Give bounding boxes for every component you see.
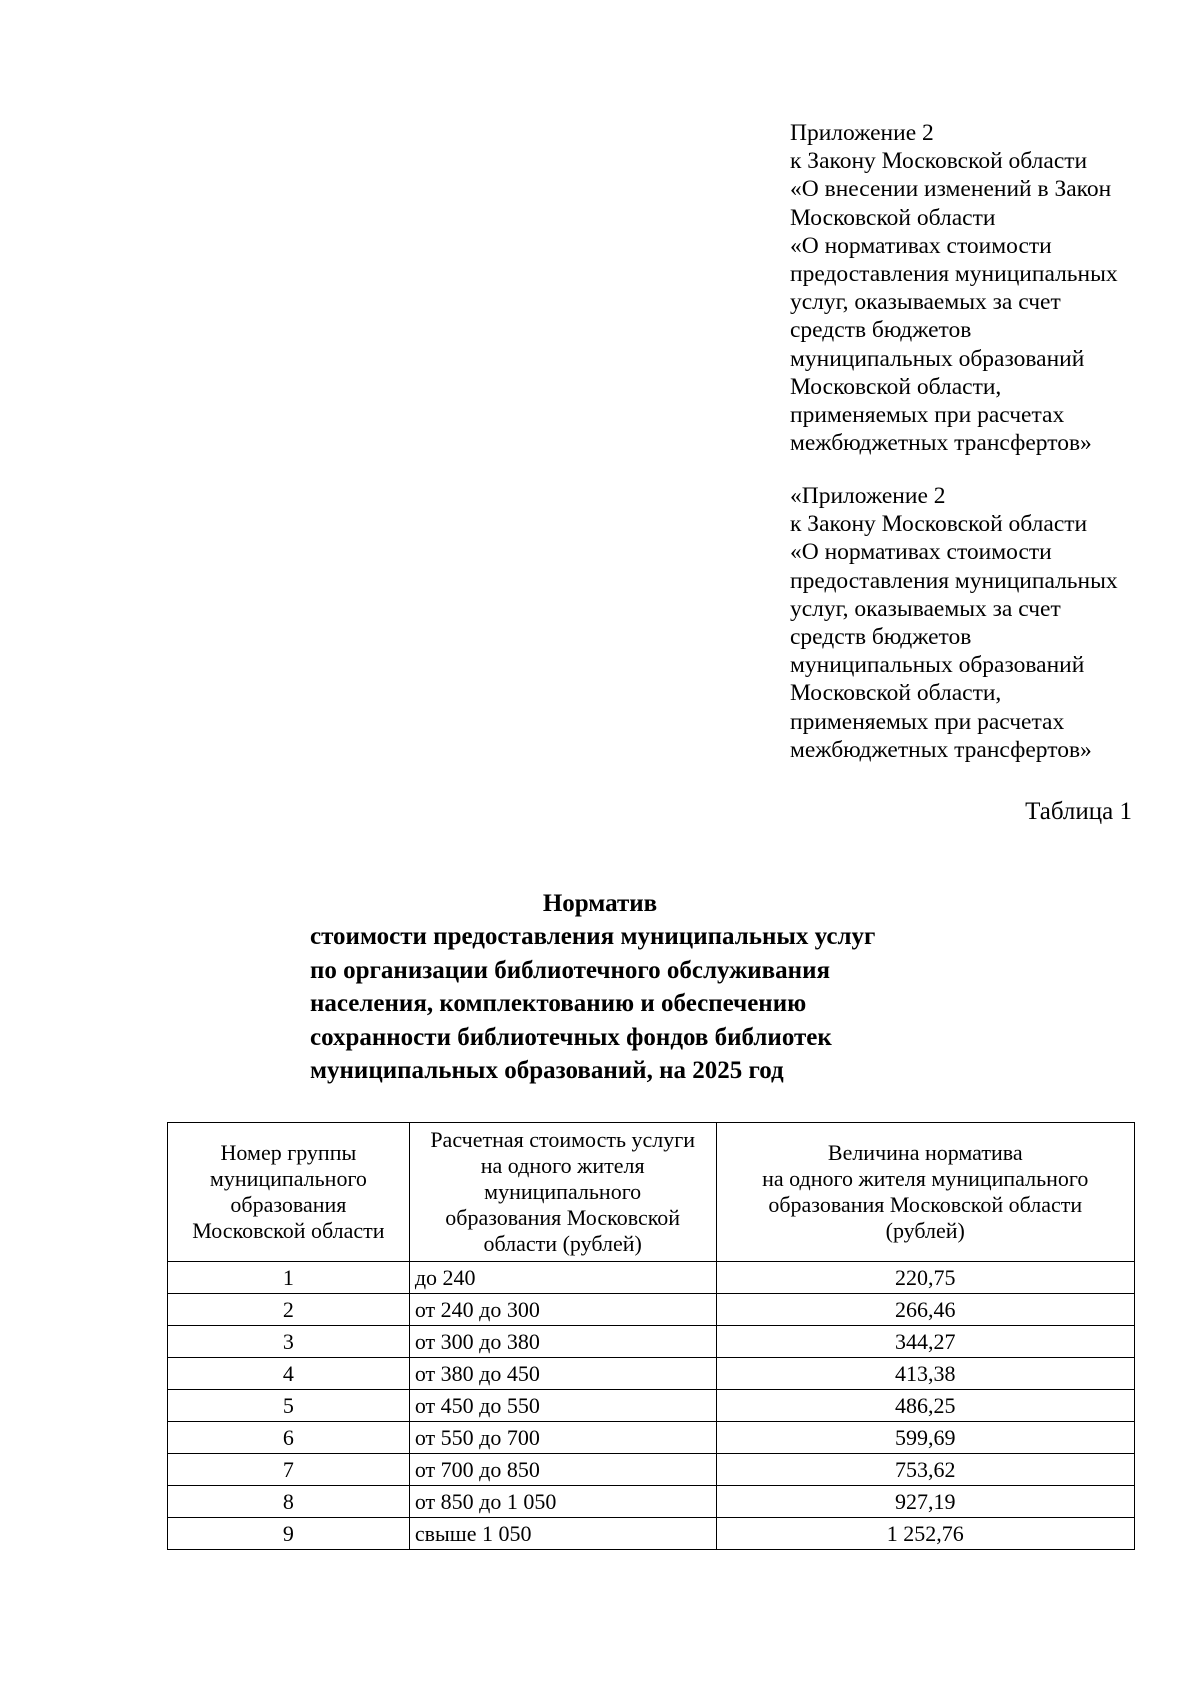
group-number-cell: 2 xyxy=(168,1294,410,1326)
appendix-line: «Приложение 2 xyxy=(790,483,946,509)
document-title: Норматив xyxy=(542,890,658,917)
norm-table xyxy=(167,1122,1135,1550)
subtitle-line: населения, комплектованию и обеспечению xyxy=(310,990,807,1017)
cost-range-cell: свыше 1 050 xyxy=(409,1518,716,1550)
cost-range-cell: до 240 xyxy=(409,1262,716,1294)
group-number-cell: 3 xyxy=(168,1326,410,1358)
norm-value-cell: 266,46 xyxy=(716,1294,1134,1326)
appendix-line: к Закону Московской области xyxy=(790,148,1088,175)
appendix-line: предоставления муниципальных xyxy=(790,261,1118,288)
appendix-line: «О нормативах стоимости xyxy=(790,232,1052,259)
group-number-cell: 5 xyxy=(168,1390,410,1422)
subtitle-line: муниципальных образований, на 2025 год xyxy=(310,1057,784,1084)
group-number-cell: 9 xyxy=(168,1518,410,1550)
appendix-line: услуг, оказываемых за счет xyxy=(790,595,1061,622)
cost-range-cell: от 450 до 550 xyxy=(409,1390,716,1422)
cost-range-cell: от 300 до 380 xyxy=(409,1326,716,1358)
appendix-line: «О внесении изменений в Закон xyxy=(790,176,1112,203)
table-header-row xyxy=(168,1123,1135,1262)
header-group-number: Номер группы муниципального образования Московской области xyxy=(168,1123,410,1262)
table-row xyxy=(168,1454,1135,1486)
table-row xyxy=(168,1518,1135,1550)
appendix-line: Московской области, xyxy=(790,680,1002,707)
norm-value-cell: 486,25 xyxy=(716,1390,1134,1422)
subtitle-line: по организации библиотечного обслуживания xyxy=(310,956,831,984)
group-number-cell: 4 xyxy=(168,1358,410,1390)
header-estimated-cost: Расчетная стоимость услуги на одного жителя муниципального образования Московской области (рублей) xyxy=(409,1123,716,1262)
group-number-cell: 6 xyxy=(168,1422,410,1454)
cost-range-cell: от 550 до 700 xyxy=(409,1422,716,1454)
cost-range-cell: от 850 до 1 050 xyxy=(409,1486,716,1518)
group-number-cell: 1 xyxy=(168,1262,410,1294)
table-row xyxy=(168,1326,1135,1358)
appendix-line: применяемых при расчетах xyxy=(790,402,1065,429)
appendix-line: применяемых при расчетах xyxy=(790,708,1065,735)
group-number-cell: 7 xyxy=(168,1454,410,1486)
cost-range-cell: от 380 до 450 xyxy=(409,1358,716,1390)
document-subtitle xyxy=(310,920,990,1088)
norm-value-cell: 1 252,76 xyxy=(716,1518,1134,1550)
appendix-line: средств бюджетов xyxy=(790,317,972,344)
appendix-line: муниципальных образований xyxy=(790,345,1085,372)
cost-range-cell: от 240 до 300 xyxy=(409,1294,716,1326)
table-row xyxy=(168,1422,1135,1454)
appendix-header-2 xyxy=(790,482,1190,764)
cost-range-cell: от 700 до 850 xyxy=(409,1454,716,1486)
norm-value-cell: 220,75 xyxy=(716,1262,1134,1294)
table-row xyxy=(168,1294,1135,1326)
table-row xyxy=(168,1390,1135,1422)
appendix-line: Приложение 2 xyxy=(790,120,934,146)
norm-value-cell: 344,27 xyxy=(716,1326,1134,1358)
norm-value-cell: 927,19 xyxy=(716,1486,1134,1518)
norm-value-cell: 753,62 xyxy=(716,1454,1134,1486)
norm-value-cell: 599,69 xyxy=(716,1422,1134,1454)
appendix-header-1 xyxy=(790,119,1190,457)
appendix-line: к Закону Московской области xyxy=(790,511,1088,538)
table-row xyxy=(168,1358,1135,1390)
table-label: Таблица 1 xyxy=(1025,798,1132,825)
appendix-line: муниципальных образований xyxy=(790,652,1085,679)
appendix-line: Московской области xyxy=(790,204,996,231)
appendix-line: услуг, оказываемых за счет xyxy=(790,289,1061,316)
norm-value-cell: 413,38 xyxy=(716,1358,1134,1390)
appendix-line: межбюджетных трансфертов» xyxy=(790,430,1092,457)
header-norm-value: Величина норматива на одного жителя муниципального образования Московской области (рублей) xyxy=(716,1123,1134,1262)
group-number-cell: 8 xyxy=(168,1486,410,1518)
table-row xyxy=(168,1486,1135,1518)
subtitle-line: стоимости предоставления муниципальных услуг xyxy=(310,923,876,950)
subtitle-line: сохранности библиотечных фондов библиотек xyxy=(310,1023,832,1051)
appendix-line: Московской области, xyxy=(790,373,1002,400)
appendix-line: предоставления муниципальных xyxy=(790,567,1118,594)
appendix-line: межбюджетных трансфертов» xyxy=(790,736,1092,763)
appendix-line: «О нормативах стоимости xyxy=(790,539,1052,566)
table-row xyxy=(168,1262,1135,1294)
appendix-line: средств бюджетов xyxy=(790,624,972,651)
